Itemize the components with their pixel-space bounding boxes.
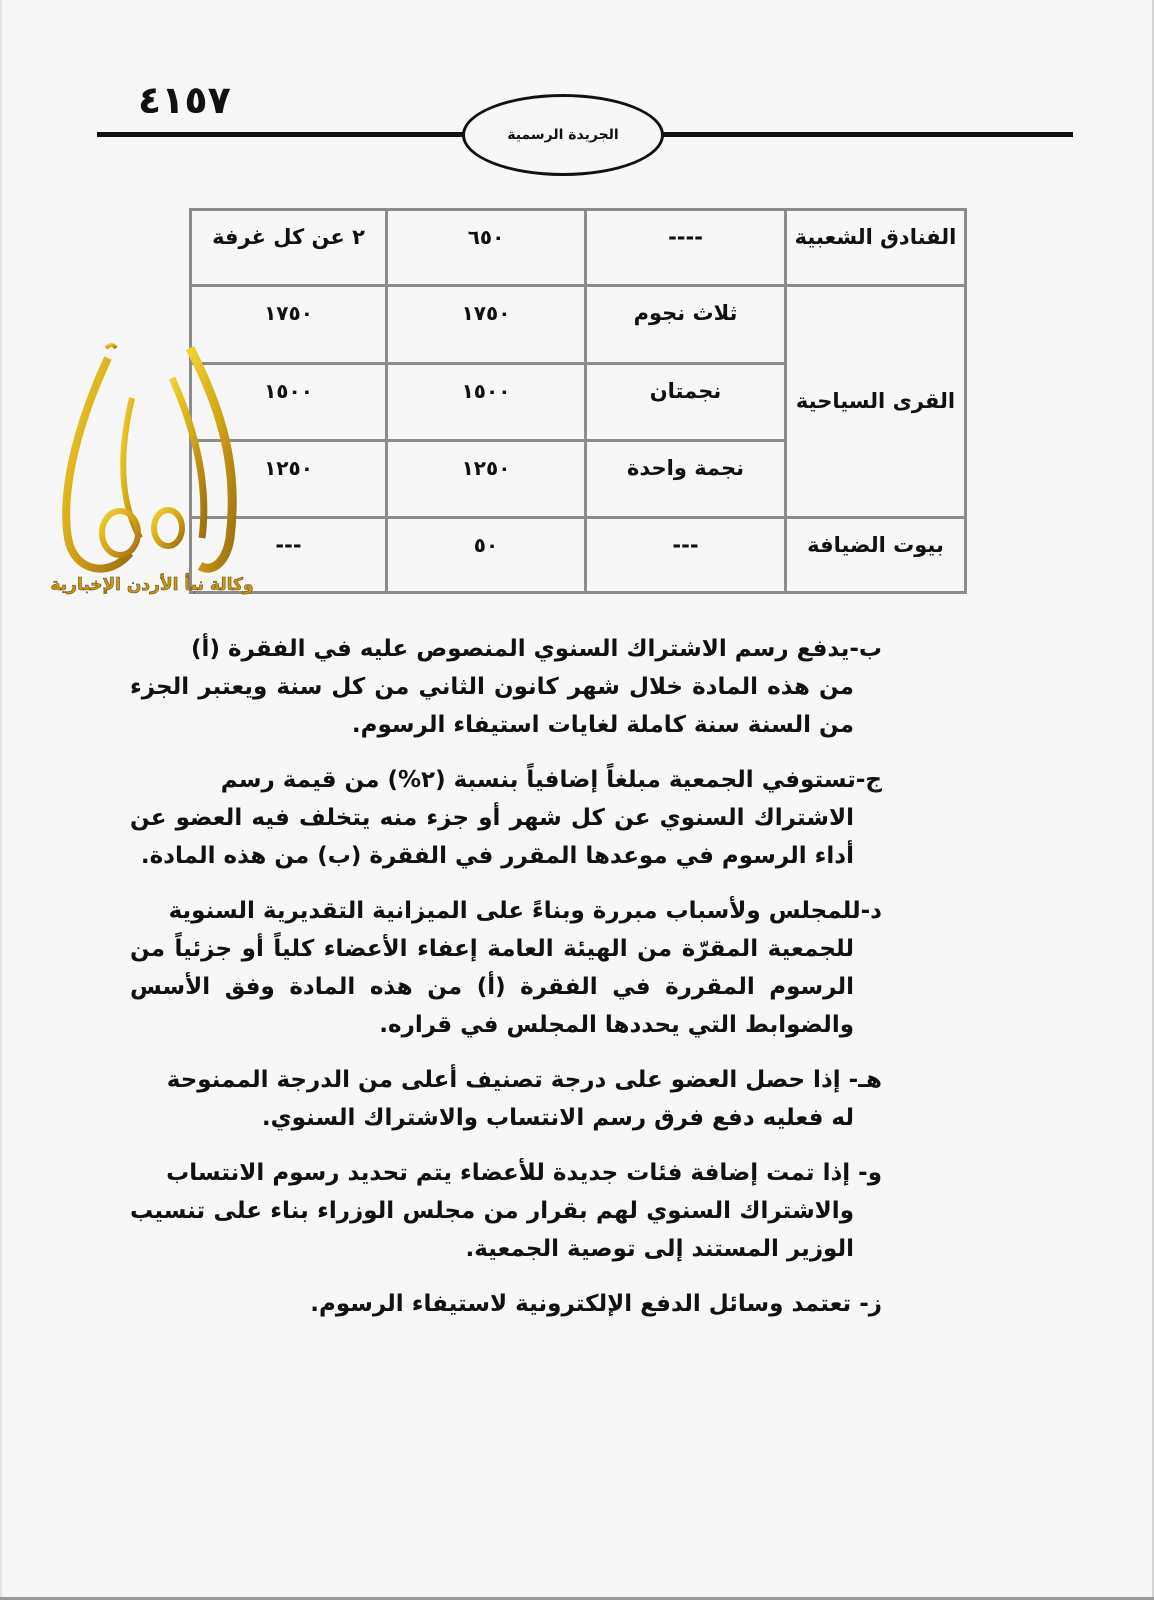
paragraph-first-line: ز- تعتمد وسائل الدفع الإلكترونية لاستيفاء الرسوم.	[310, 1291, 882, 1317]
table-cell-value2: ---	[191, 518, 387, 593]
paragraph-h	[130, 1061, 882, 1137]
table-cell-value2: ١٥٠٠	[191, 364, 387, 441]
logo-stroke	[123, 398, 140, 538]
paragraph-z	[130, 1285, 882, 1323]
paragraph-body: والاشتراك السنوي لهم بقرار من مجلس الوزراء بناء على تنسيب الوزير المستند إلى توصية الجمعية.	[130, 1198, 854, 1262]
table-cell-value1: ٦٥٠	[387, 210, 586, 286]
table-row	[191, 286, 966, 364]
table-cell-grade: نجمة واحدة	[586, 441, 786, 518]
table-cell-value1: ١٧٥٠	[387, 286, 586, 364]
paragraph-d	[130, 892, 882, 1044]
paragraph-body: للجمعية المقرّة من الهيئة العامة إعفاء الأعضاء كلياً أو جزئياً من الرسوم المقررة في الفقرة (أ) من هذه المادة وفق الأسس والضوابط التي يحددها المجلس في قراره.	[130, 936, 854, 1038]
table-cell-grade: ---	[586, 518, 786, 593]
paragraph-body: له فعليه دفع فرق رسم الانتساب والاشتراك السنوي.	[261, 1105, 854, 1131]
fees-table	[189, 208, 967, 594]
table-cell-category: بيوت الضيافة	[786, 518, 966, 593]
gazette-title: الجريدة الرسمية	[507, 127, 619, 143]
table-cell-value1: ١٥٠٠	[387, 364, 586, 441]
gazette-oval	[462, 94, 664, 176]
paragraph-body: من هذه المادة خلال شهر كانون الثاني من كل سنة ويعتبر الجزء من السنة سنة كاملة لغايات استيفاء الرسوم.	[130, 674, 854, 738]
paragraph-j	[130, 761, 882, 875]
paragraph-b	[130, 630, 882, 744]
logo-stroke	[102, 511, 138, 555]
table-cell-value2: ٢ عن كل غرفة	[191, 210, 387, 286]
paragraph-first-line: و- إذا تمت إضافة فئات جديدة للأعضاء يتم تحديد رسوم الانتساب	[166, 1160, 882, 1186]
paragraph-first-line: ب-يدفع رسم الاشتراك السنوي المنصوص عليه في الفقرة (أ)	[191, 636, 882, 662]
logo-stroke	[106, 345, 116, 348]
paragraph-first-line: ج-تستوفي الجمعية مبلغاً إضافياً بنسبة (٢%) من قيمة رسم	[220, 767, 882, 793]
table-cell-grade: ثلاث نجوم	[586, 286, 786, 364]
paragraph-first-line: د-للمجلس ولأسباب مبررة وبناءً على الميزانية التقديرية السنوية	[168, 898, 882, 924]
table-row	[191, 210, 966, 286]
table-cell-grade: ----	[586, 210, 786, 286]
table-cell-category: القرى السياحية	[786, 286, 966, 518]
table-cell-value1: ١٢٥٠	[387, 441, 586, 518]
table-cell-value2: ١٢٥٠	[191, 441, 387, 518]
logo-stroke	[154, 510, 182, 546]
paragraph-body: الاشتراك السنوي عن كل شهر أو جزء منه يتخلف فيه العضو عن أداء الرسوم في موعدها المقرر في الفقرة (ب) من هذه المادة.	[130, 805, 854, 869]
table-cell-grade: نجمتان	[586, 364, 786, 441]
table-cell-value1: ٥٠	[387, 518, 586, 593]
paragraph-w	[130, 1154, 882, 1268]
page-edge-left	[0, 0, 2, 1600]
table-row	[191, 518, 966, 593]
page-number: ٤١٥٧	[138, 78, 231, 122]
table-cell-value2: ١٧٥٠	[191, 286, 387, 364]
logo-stroke	[66, 358, 130, 569]
table-cell-category: الفنادق الشعبية	[786, 210, 966, 286]
article-paragraphs	[130, 630, 882, 1340]
paragraph-first-line: هـ- إذا حصل العضو على درجة تصنيف أعلى من الدرجة الممنوحة	[166, 1067, 882, 1093]
logo-agency-name: وكالة نبأ الأردن الإخبارية	[50, 575, 254, 595]
